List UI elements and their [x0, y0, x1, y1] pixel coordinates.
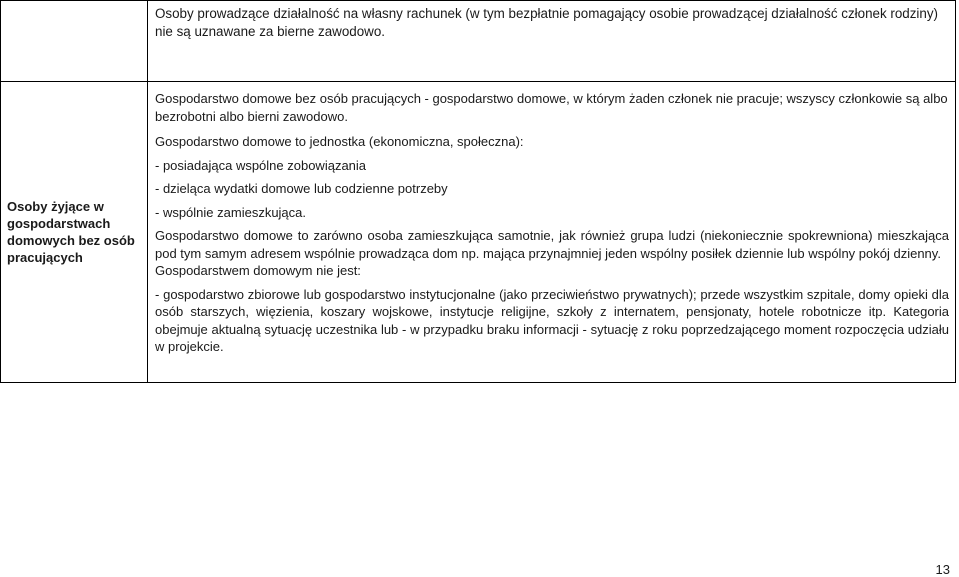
row1-label-cell: [1, 1, 148, 82]
row1-definition-cell: Osoby prowadzące działalność na własny rachunek (w tym bezpłatnie pomagający osobie prowadzącej działalność członek rodziny) nie są uznawane za bierne zawodowo.: [148, 1, 956, 82]
definition-list-item: - wspólnie zamieszkująca.: [155, 204, 307, 220]
definition-paragraph: - gospodarstwo zbiorowe lub gospodarstwo instytucjonalne (jako przeciwieństwo prywatnych); przede wszystkim szpitale, domy opieki dla osób starszych, więzienia, koszary wojskowe, instytucje religijne, szkoły z internatem, pensjonaty, hotele robotnicze itp. Kategoria obejmuje aktualną sytuację uczestnika lub - w przypadku braku informacji - sytuację z roku poprzedzającego moment rozpoczęcia udziału w projekcie.: [155, 286, 949, 354]
definition-paragraph: Gospodarstwo domowe bez osób pracujących - gospodarstwo domowe, w którym żaden członek nie pracuje; wszyscy członkowie są albo bezrobotni albo bierni zawodowo.: [155, 91, 948, 124]
definition-paragraph: Gospodarstwo domowe to zarówno osoba zamieszkująca samotnie, jak również grupa ludzi (niekoniecznie spokrewniona) mieszkająca pod tym samym adresem wspólnie prowadząca dom np. mająca przynajmniej jeden wspólny posiłek dziennie lub wspólny pokój dzienny.: [155, 228, 949, 261]
definition-paragraph: Gospodarstwo domowe to jednostka (ekonomiczna, społeczna):: [155, 134, 524, 149]
definition-paragraph: Gospodarstwem domowym nie jest:: [155, 263, 361, 278]
definition-list-item: - posiadająca wspólne zobowiązania: [155, 157, 367, 173]
row2-label-cell: Osoby żyjące w gospodarstwach domowych bez osób pracujących: [1, 82, 148, 383]
table-row: [1, 82, 956, 383]
table-row: [1, 1, 956, 82]
page-number: 13: [935, 562, 950, 577]
definition-list-item: - dzieląca wydatki domowe lub codzienne potrzeby: [155, 181, 448, 196]
row2-definition-cell: [148, 82, 956, 383]
